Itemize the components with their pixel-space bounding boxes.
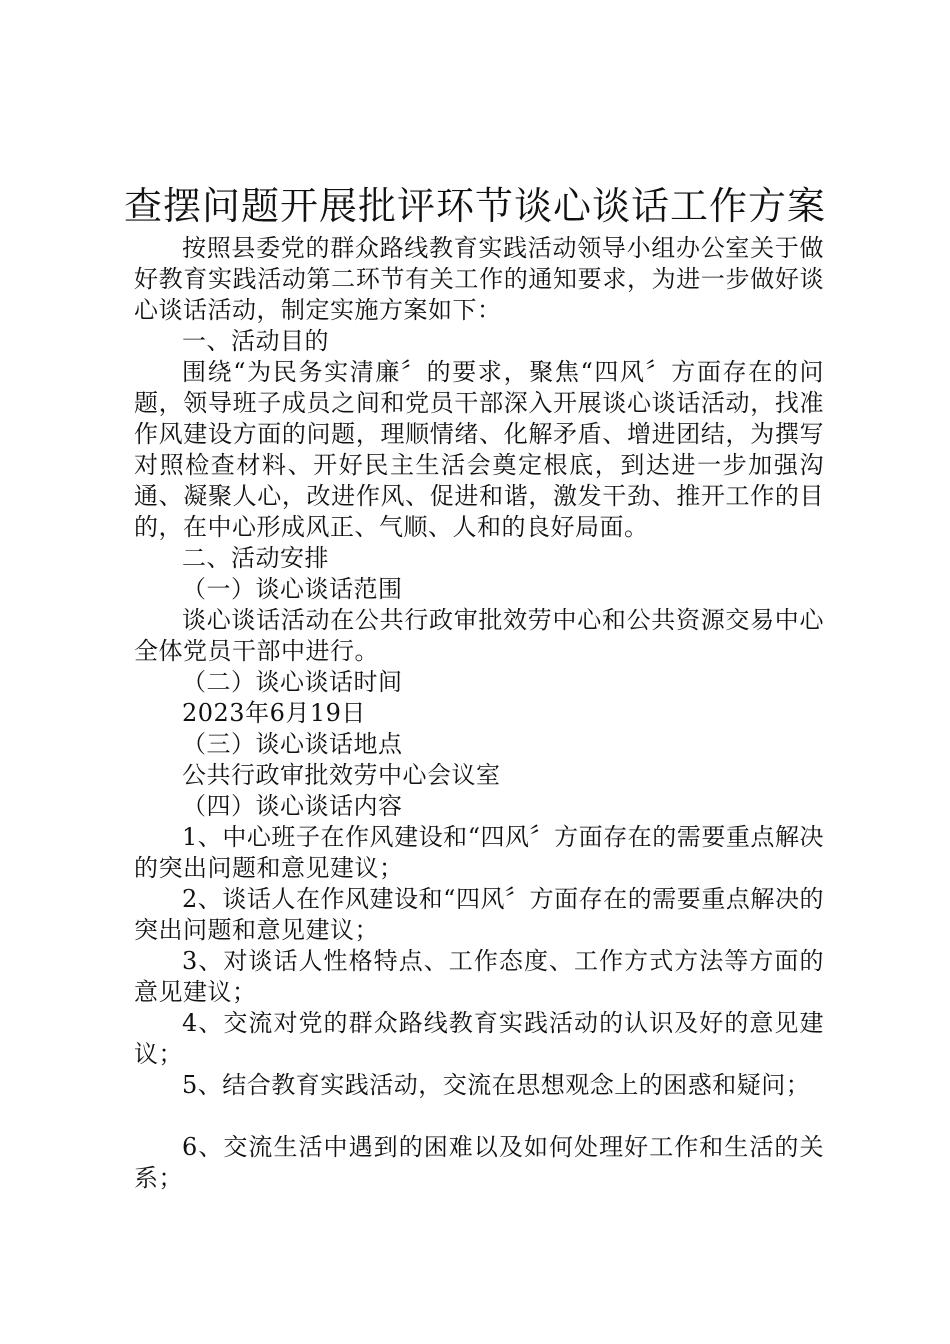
content-item: 6、交流生活中遇到的困难以及如何处理好工作和生活的关系；: [134, 1133, 824, 1192]
subheading-location: （三）谈心谈话地点: [182, 730, 403, 758]
purpose-paragraph: 围绕“为民务实清廉〞的要求，聚焦“四风〞方面存在的问题，领导班子成员之间和党员干部深入开展谈心谈话活动，找准作风建设方面的问题，理顺情绪、化解矛盾、增进团结，为撰写对照检查材料、开好民主生活会奠定根底，到达进一步加强沟通、凝聚人心，改进作风、促进和谐，激发干劲、推开工作的目的，在中心形成风正、气顺、人和的良好局面。: [134, 358, 824, 541]
section-heading-arrangement: 二、活动安排: [182, 544, 329, 572]
subheading-scope: （一）谈心谈话范围: [182, 575, 403, 603]
intro-paragraph: 按照县委党的群众路线教育实践活动领导小组办公室关于做好教育实践活动第二环节有关工作的通知要求，为进一步做好谈心谈话活动，制定实施方案如下：: [134, 234, 824, 324]
time-paragraph: 2023年6月19日: [182, 699, 366, 727]
section-heading-purpose: 一、活动目的: [182, 327, 329, 355]
document-title: 查摆问题开展批评环节谈心谈话工作方案: [123, 184, 826, 228]
content-item: 3、对谈话人性格特点、工作态度、工作方式方法等方面的意见建议；: [134, 947, 824, 1006]
content-item: 1、中心班子在作风建设和“四风〞方面存在的需要重点解决的突出问题和意见建议；: [134, 823, 824, 882]
scope-paragraph: 谈心谈话活动在公共行政审批效劳中心和公共资源交易中心全体党员干部中进行。: [134, 606, 824, 665]
content-item: 5、结合教育实践活动，交流在思想观念上的困惑和疑问；: [182, 1071, 811, 1099]
subheading-time: （二）谈心谈话时间: [182, 668, 403, 696]
location-paragraph: 公共行政审批效劳中心会议室: [182, 761, 501, 789]
subheading-content: （四）谈心谈话内容: [182, 792, 403, 820]
document-body: [134, 233, 824, 1194]
content-item: 4、交流对党的群众路线教育实践活动的认识及好的意见建议；: [134, 1009, 824, 1068]
blank-line: [134, 1101, 824, 1132]
content-item: 2、谈话人在作风建设和“四风〞方面存在的需要重点解决的突出问题和意见建议；: [134, 885, 824, 944]
